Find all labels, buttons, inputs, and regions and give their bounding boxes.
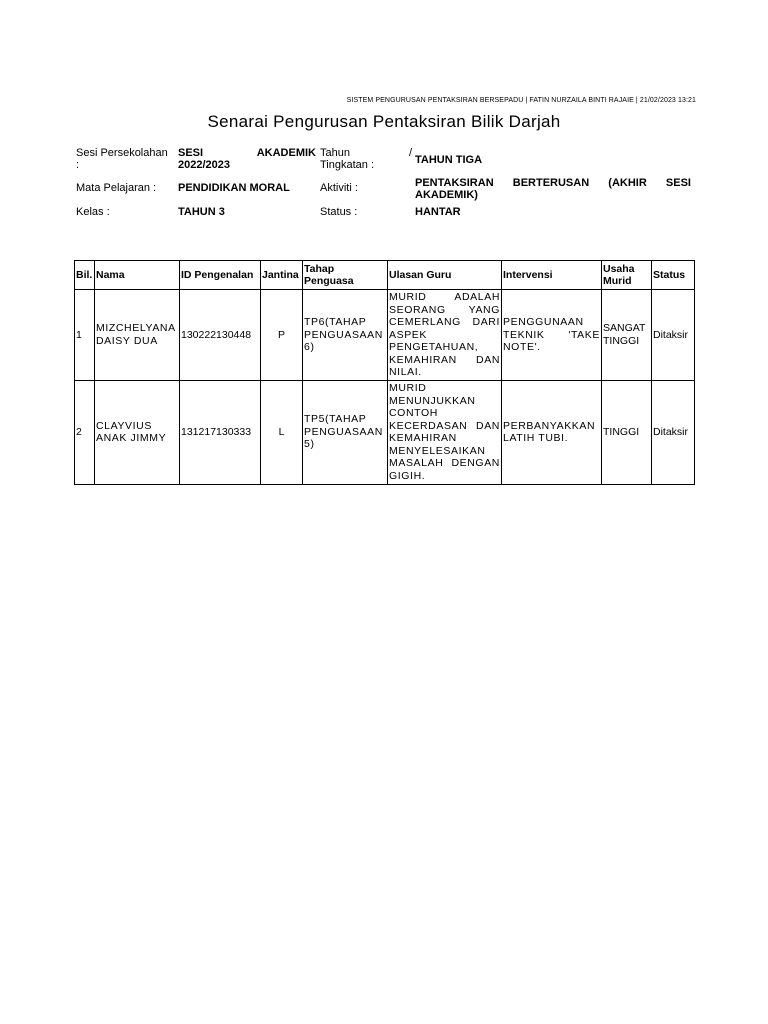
- page-title: Senarai Pengurusan Pentaksiran Bilik Darjah: [207, 112, 561, 131]
- tahun-label-text: Tahun: [320, 147, 350, 159]
- col-header-intervensi: Intervensi: [502, 261, 602, 290]
- table-row: [75, 290, 695, 381]
- col-header-ulasan: Ulasan Guru: [388, 261, 502, 290]
- sesi-value-word: SESI: [178, 147, 204, 159]
- cell-ulasan: MURID MENUNJUKKAN CONTOH KECERDASAN DAN KEMAHIRAN MENYELESAIKAN MASALAH DENGAN GIGIH.: [388, 380, 502, 484]
- table-row: [75, 380, 695, 484]
- aktiviti-value-line2: AKADEMIK): [415, 189, 478, 201]
- cell-intervensi: PERBANYAKKAN LATIH TUBI.: [502, 380, 602, 484]
- aktiviti-label: Aktiviti :: [320, 182, 358, 194]
- status-value: HANTAR: [415, 206, 461, 218]
- cell-status: Ditaksir: [652, 380, 695, 484]
- status-label: Status :: [320, 206, 358, 218]
- sesi-label-colon: :: [76, 159, 80, 171]
- cell-status: Ditaksir: [652, 290, 695, 381]
- cell-intervensi: PENGGUNAAN TEKNIK 'TAKE NOTE'.: [502, 290, 602, 381]
- sesi-label: [76, 147, 176, 171]
- aktiviti-value-line1: PENTAKSIRAN BERTERUSAN (AKHIR SESI: [415, 177, 691, 189]
- tahun-slash: /: [409, 147, 413, 159]
- cell-bil: 1: [75, 290, 95, 381]
- cell-usaha: SANGAT TINGGI: [602, 290, 652, 381]
- cell-nama: CLAYVIUS ANAK JIMMY: [95, 380, 180, 484]
- kelas-value: TAHUN 3: [178, 206, 225, 218]
- cell-id: 130222130448: [180, 290, 261, 381]
- sesi-label-text: Sesi Persekolahan: [76, 147, 168, 159]
- col-header-nama: Nama: [95, 261, 180, 290]
- cell-jantina: P: [261, 290, 303, 381]
- cell-ulasan: MURID ADALAH SEORANG YANG CEMERLANG DARI ASPEK PENGETAHUAN, KEMAHIRAN DAN NILAI.: [389, 291, 500, 378]
- cell-bil: 2: [75, 380, 95, 484]
- tahun-label: [320, 147, 390, 171]
- system-header-line: SISTEM PENGURUSAN PENTAKSIRAN BERSEPADU | FATIN NURZAILA BINTI RAJAIE | 21/02/2023 13:21: [346, 97, 696, 104]
- tahun-value: TAHUN TIGA: [415, 154, 483, 166]
- cell-jantina: L: [261, 380, 303, 484]
- table-header-row: [75, 261, 695, 290]
- cell-nama: MIZCHELYANA DAISY DUA: [95, 290, 180, 381]
- col-header-id: ID Pengenalan: [180, 261, 261, 290]
- col-header-jantina: Jantina: [261, 261, 303, 290]
- aktiviti-value: [415, 177, 691, 201]
- col-header-tahap: Tahap Penguasa: [303, 261, 388, 290]
- mata-pelajaran-value: PENDIDIKAN MORAL: [178, 182, 290, 194]
- col-header-usaha: Usaha Murid: [602, 261, 652, 290]
- col-header-status: Status: [652, 261, 695, 290]
- cell-usaha: TINGGI: [602, 380, 652, 484]
- sesi-value-akademik: AKADEMIK: [256, 147, 316, 159]
- mata-pelajaran-label: Mata Pelajaran :: [76, 182, 157, 194]
- kelas-label: Kelas :: [76, 206, 110, 218]
- sesi-value: [178, 147, 316, 171]
- assessment-table: [74, 260, 695, 485]
- cell-tahap: TP6(TAHAP PENGUASAAN 6): [303, 290, 388, 381]
- col-header-bil: Bil.: [75, 261, 95, 290]
- cell-tahap: TP5(TAHAP PENGUASAAN 5): [303, 380, 388, 484]
- sesi-value-year: 2022/2023: [178, 159, 230, 171]
- tahun-label-text-2: Tingkatan :: [320, 159, 375, 171]
- cell-id: 131217130333: [180, 380, 261, 484]
